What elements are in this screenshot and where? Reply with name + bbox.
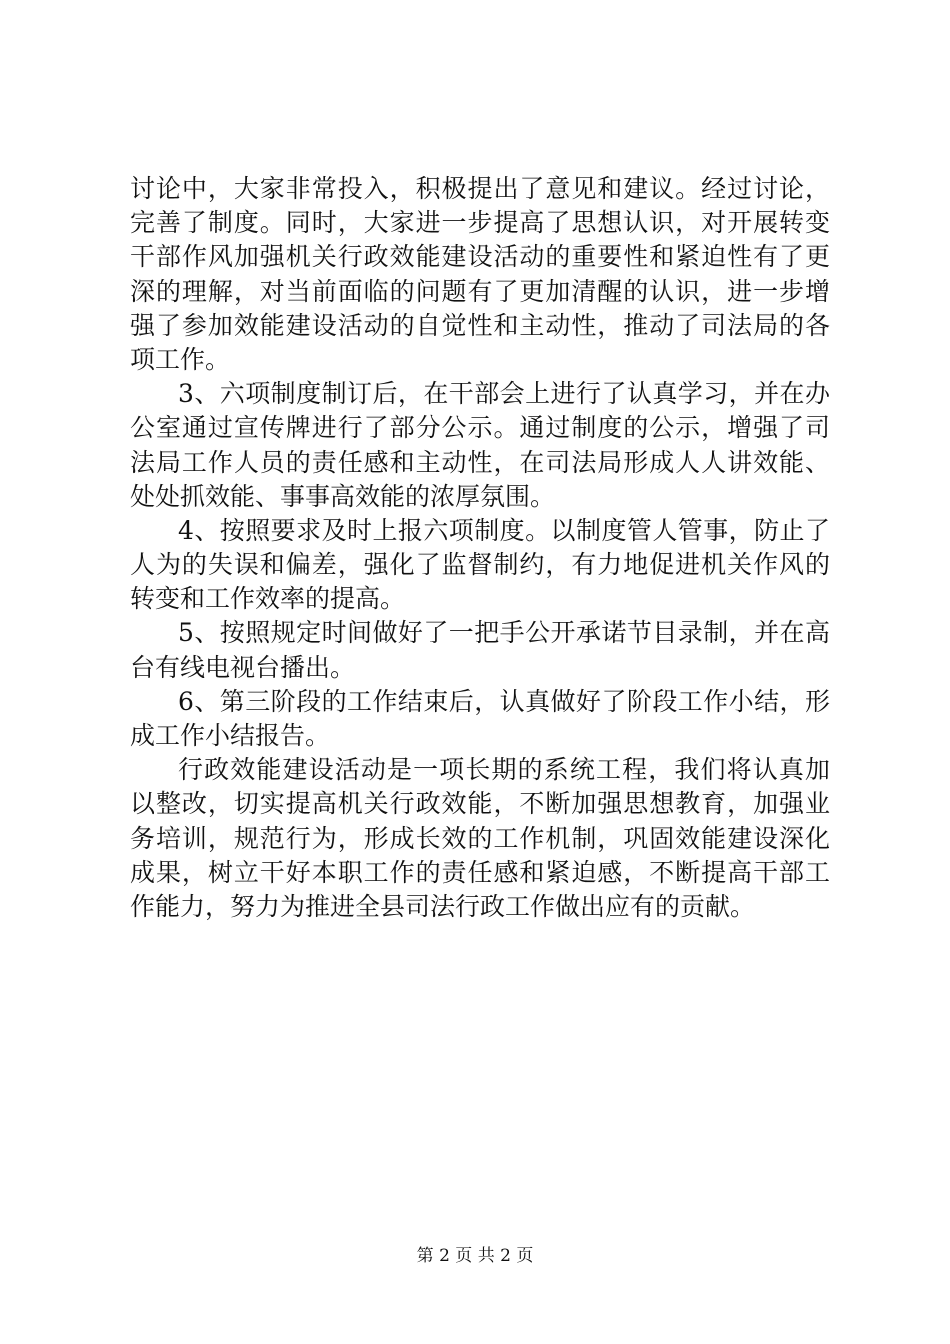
text-line: 3、六项制度制订后，在干部会上进行了认真学习，并在办 [178,379,830,409]
text-line: 转变和工作效率的提高。 [130,584,406,614]
text-line: 6、第三阶段的工作结束后，认真做好了阶段工作小结，形 [178,686,830,716]
text-line: 台有线电视台播出。 [130,652,356,682]
text-line: 作能力，努力为推进全县司法行政工作做出应有的贡献。 [130,891,756,921]
page-footer: 第 2 页 共 2 页 [416,1246,534,1266]
text-line: 处处抓效能、事事高效能的浓厚氛围。 [130,481,556,511]
text-line: 人为的失误和偏差，强化了监督制约，有力地促进机关作风的 [130,550,830,580]
document-body [130,172,830,924]
text-line: 深的理解，对当前面临的问题有了更加清醒的认识，进一步增 [130,276,830,306]
text-line: 行政效能建设活动是一项长期的系统工程，我们将认真加 [178,755,830,785]
text-line: 干部作风加强机关行政效能建设活动的重要性和紧迫性有了更 [130,242,830,272]
text-line: 公室通过宣传牌进行了部分公示。通过制度的公示，增强了司 [130,413,830,443]
text-line: 项工作。 [130,344,231,374]
text-line: 讨论中，大家非常投入，积极提出了意见和建议。经过讨论， [130,174,830,203]
text-line: 成果，树立干好本职工作的责任感和紧迫感，不断提高干部工 [130,857,830,887]
text-line: 强了参加效能建设活动的自觉性和主动性，推动了司法局的各 [130,310,830,340]
text-line: 务培训，规范行为，形成长效的工作机制，巩固效能建设深化 [130,823,830,853]
text-line: 完善了制度。同时，大家进一步提高了思想认识，对开展转变 [130,208,830,238]
text-line: 法局工作人员的责任感和主动性，在司法局形成人人讲效能、 [130,447,830,477]
text-line: 以整改，切实提高机关行政效能，不断加强思想教育，加强业 [130,789,830,819]
text-line: 成工作小结报告。 [130,721,331,750]
text-line: 4、按照要求及时上报六项制度。以制度管人管事，防止了 [178,515,830,545]
text-line: 5、按照规定时间做好了一把手公开承诺节目录制，并在高 [178,618,830,648]
